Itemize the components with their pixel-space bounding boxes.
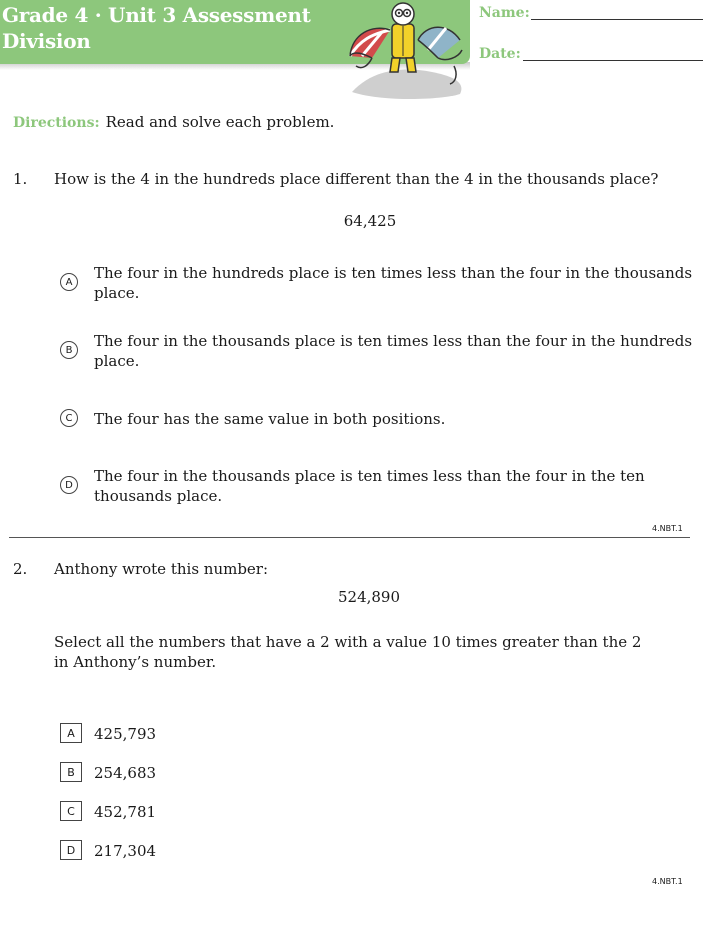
owl-umbrella-mascot-icon	[342, 0, 470, 104]
page-subtitle: Division	[2, 29, 91, 53]
q1-option-b-bubble[interactable]: B	[60, 341, 78, 359]
q2-option-a-checkbox[interactable]: A	[60, 723, 82, 743]
directions-label: Directions:	[13, 115, 100, 131]
q1-option-a-text: The four in the hundreds place is ten times less than the four in the thousands place.	[94, 264, 693, 302]
name-label: Name:	[479, 5, 530, 21]
q2-option-d-text: 217,304	[94, 842, 157, 860]
question-1-standard: 4.NBT.1	[652, 524, 683, 533]
question-1-number: 1.	[13, 170, 28, 188]
q1-option-a-bubble[interactable]: A	[60, 273, 78, 291]
q2-option-c-text: 452,781	[94, 803, 157, 821]
q1-option-c-bubble[interactable]: C	[60, 409, 78, 427]
q1-option-c-text: The four has the same value in both positions.	[94, 410, 446, 428]
question-2-number: 2.	[13, 560, 28, 578]
question-1-given-number: 64,425	[343, 212, 397, 230]
date-label: Date:	[479, 46, 521, 62]
page-title: Grade 4 · Unit 3 Assessment	[2, 3, 311, 27]
directions-text: Read and solve each problem.	[105, 113, 335, 131]
q1-option-d-text: The four in the thousands place is ten times less than the four in the ten thousands place.	[94, 467, 645, 505]
question-2-standard: 4.NBT.1	[652, 877, 683, 886]
question-divider	[9, 537, 690, 538]
q2-option-d-checkbox[interactable]: D	[60, 840, 82, 860]
directions	[13, 113, 334, 131]
question-2-given-number: 524,890	[337, 588, 401, 606]
question-1-text: How is the 4 in the hundreds place different than the 4 in the thousands place?	[54, 170, 659, 188]
question-2-text: Anthony wrote this number:	[54, 560, 269, 578]
q1-option-b-text: The four in the thousands place is ten times less than the four in the hundreds place.	[94, 332, 693, 370]
q1-option-d-bubble[interactable]: D	[60, 476, 78, 494]
q2-option-c-checkbox[interactable]: C	[60, 801, 82, 821]
name-field[interactable]	[531, 19, 703, 20]
q2-option-b-checkbox[interactable]: B	[60, 762, 82, 782]
date-field[interactable]	[523, 60, 703, 61]
q2-option-a-text: 425,793	[94, 725, 157, 743]
question-2-prompt: Select all the numbers that have a 2 with a value 10 times greater than the 2 in Anthony’s number.	[54, 633, 642, 671]
q2-option-b-text: 254,683	[94, 764, 157, 782]
